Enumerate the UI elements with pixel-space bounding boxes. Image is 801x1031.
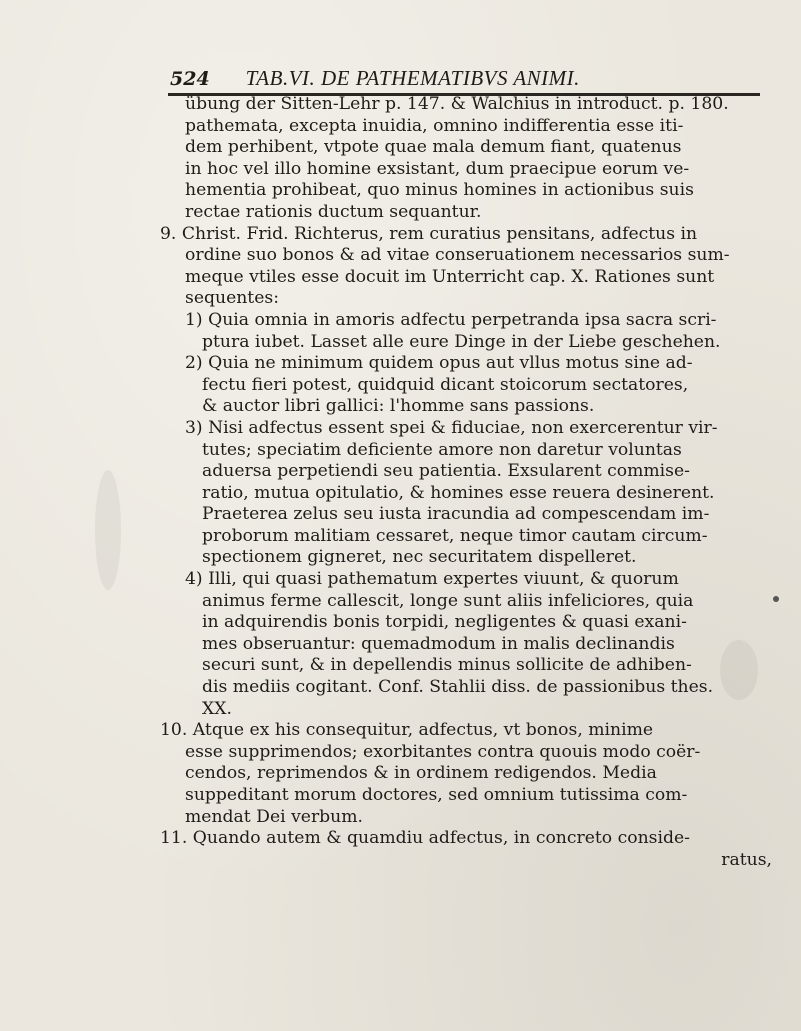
text-line: sequentes: xyxy=(185,288,279,309)
text-line: 10. Atque ex his consequitur, adfectus, vt bonos, minime xyxy=(160,720,654,741)
text-line: mendat Dei verbum. xyxy=(185,806,364,827)
text-line: proborum malitiam cessaret, neque timor cautam circum- xyxy=(202,525,708,546)
text-line: in adquirendis bonis torpidi, negligentes & quasi exani- xyxy=(202,612,687,633)
text-line: übung der Sitten-Lehr p. 147. & Walchius in introduct. p. 180. xyxy=(185,94,729,114)
text-line: hementia prohibeat, quo minus homines in actionibus suis xyxy=(185,180,694,201)
text-line: & auctor libri gallici: l'homme sans passions. xyxy=(202,396,595,417)
text-line: 4) Illi, qui quasi pathematum expertes viuunt, & quorum xyxy=(185,569,679,590)
text-line: 3) Nisi adfectus essent spei & fiduciae, non exercerentur vir- xyxy=(185,417,718,438)
text-line: ratio, mutua opitulatio, & homines esse reuera desinerent. xyxy=(202,482,715,503)
text-line: meque vtiles esse docuit im Unterricht cap. X. Rationes sunt xyxy=(185,266,715,287)
text-line: 1) Quia omnia in amoris adfectu perpetranda ipsa sacra scri- xyxy=(185,309,717,330)
page-number: 524 xyxy=(170,68,210,90)
text-line: securi sunt, & in depellendis minus sollicite de adhiben- xyxy=(202,655,692,676)
text-line: spectionem gigneret, nec securitatem dispelleret. xyxy=(202,547,637,568)
text-line: ratus, xyxy=(721,849,772,870)
text-line: dis mediis cogitant. Conf. Stahlii diss. de passionibus thes. xyxy=(202,677,714,698)
text-line: tutes; speciatim deficiente amore non daretur voluntas xyxy=(202,439,682,460)
text-line: XX. xyxy=(202,698,232,719)
text-line: suppeditant morum doctores, sed omnium tutissima com- xyxy=(185,785,688,805)
text-line: rectae rationis ductum sequantur. xyxy=(185,201,482,222)
text-line: ordine suo bonos & ad vitae conseruationem necessarios sum- xyxy=(185,245,730,266)
text-line: mes obseruantur: quemadmodum in malis declinandis xyxy=(202,633,675,654)
text-line: pathemata, excepta inuidia, omnino indifferentia esse iti- xyxy=(185,115,684,136)
text-line: esse supprimendos; exorbitantes contra quouis modo coër- xyxy=(185,741,701,762)
text-line: 11. Quando autem & quamdiu adfectus, in concreto conside- xyxy=(160,828,690,849)
text-line: 9. Christ. Frid. Richterus, rem curatius pensitans, adfectus in xyxy=(160,223,698,244)
text-line: ptura iubet. Lasset alle eure Dinge in der Liebe geschehen. xyxy=(202,331,721,352)
text-line: cendos, reprimendos & in ordinem redigendos. Media xyxy=(185,763,657,784)
text-line: dem perhibent, vtpote quae mala demum fiant, quatenus xyxy=(185,137,682,158)
text-line: in hoc vel illo homine exsistant, dum praecipue eorum ve- xyxy=(185,158,690,179)
text-line: 2) Quia ne minimum quidem opus aut vllus motus sine ad- xyxy=(185,353,693,374)
text-line: Praeterea zelus seu iusta iracundia ad compescendam im- xyxy=(202,504,710,525)
text-line: animus ferme callescit, longe sunt aliis infeliciores, quia xyxy=(202,590,694,611)
text-line: fectu fieri potest, quidquid dicant stoicorum sectatores, xyxy=(202,374,689,395)
paper-stain xyxy=(95,470,121,590)
text-line: aduersa perpetiendi seu patientia. Exsularent commise- xyxy=(202,461,690,482)
page-header xyxy=(170,66,770,92)
running-head: TAB.VI. DE PATHEMATIBVS ANIMI. xyxy=(245,66,580,90)
body-text xyxy=(160,94,780,871)
